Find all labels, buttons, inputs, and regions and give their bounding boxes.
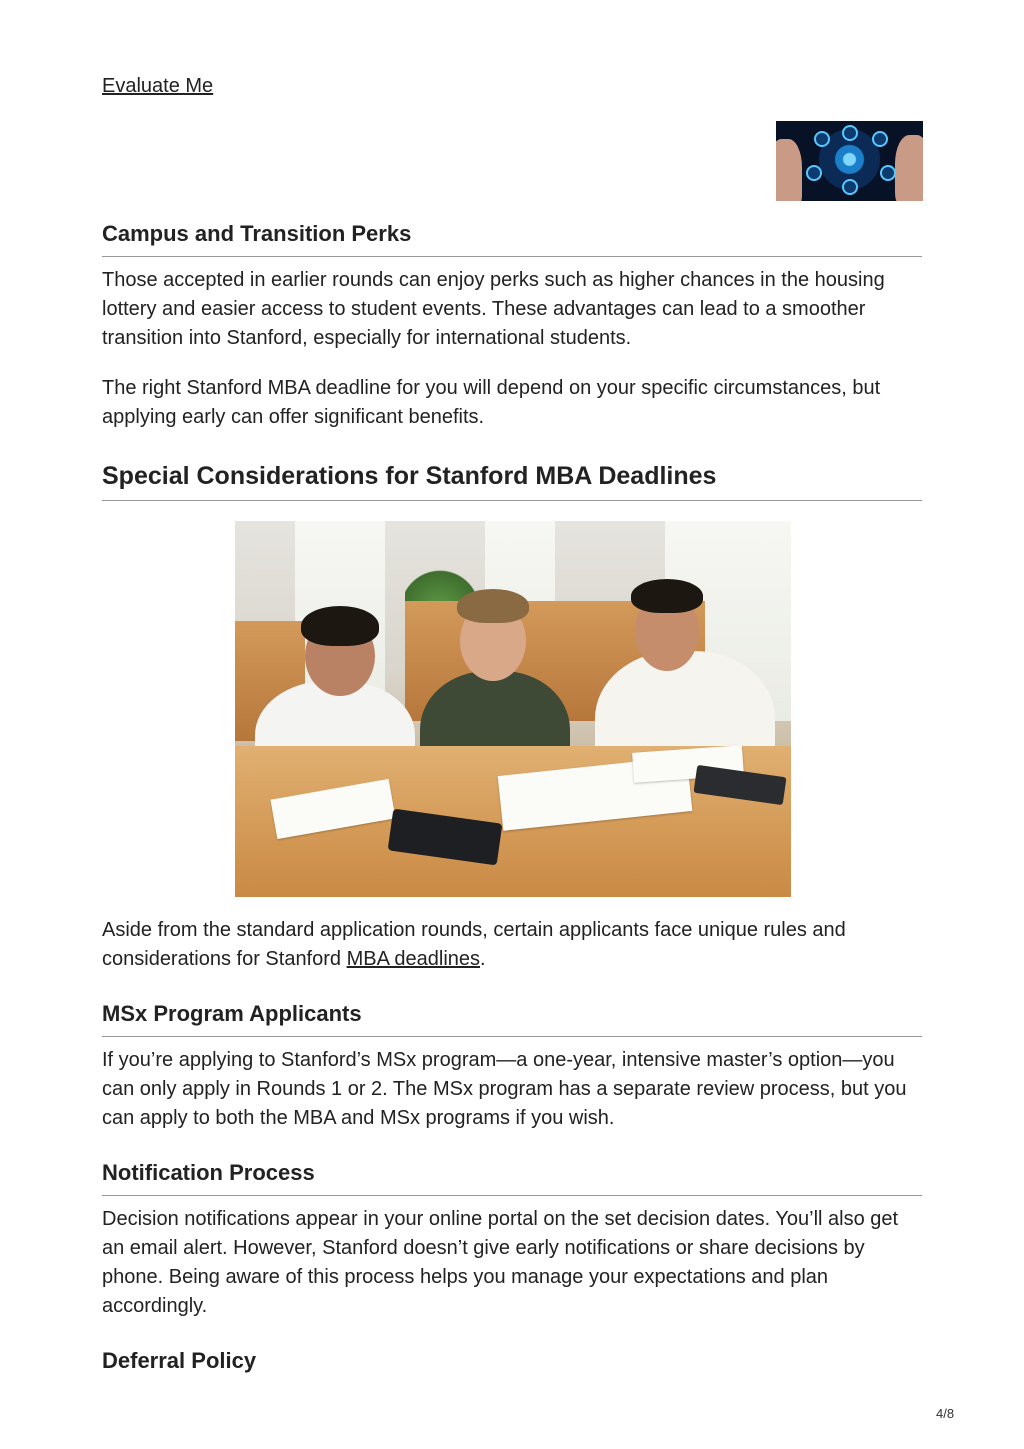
- special-considerations-paragraph: [102, 916, 922, 974]
- special-considerations-period: .: [480, 948, 486, 970]
- notification-process-paragraph: Decision notifications appear in your online portal on the set decision dates. You’ll also get an email alert. However, Stanford doesn’t give early notifications or share decisions by phone. Being aware of this process helps you manage your expectations and plan accordingly.: [102, 1208, 899, 1317]
- evaluate-me-link[interactable]: Evaluate Me: [102, 75, 214, 97]
- special-considerations-text: Aside from the standard application rounds, certain applicants face unique rules and considerations for Stanford: [102, 919, 846, 970]
- special-considerations-heading: Special Considerations for Stanford MBA Deadlines: [102, 461, 922, 501]
- msx-applicants-paragraph: If you’re applying to Stanford’s MSx program—a one-year, intensive master’s option—you can only apply in Rounds 1 or 2. The MSx program has a separate review process, but you can apply to both the MBA and MSx programs if you wish.: [102, 1049, 907, 1129]
- technology-gears-thumbnail: [776, 121, 923, 201]
- mba-deadlines-link[interactable]: MBA deadlines: [346, 948, 481, 970]
- campus-perks-heading: Campus and Transition Perks: [102, 221, 922, 257]
- deferral-policy-heading: Deferral Policy: [102, 1348, 257, 1373]
- notification-process-heading: Notification Process: [102, 1160, 922, 1196]
- campus-perks-paragraph-2: The right Stanford MBA deadline for you will depend on your specific circumstances, but applying early can offer significant benefits.: [102, 377, 881, 428]
- page-number: 4/8: [936, 1406, 955, 1421]
- students-studying-photo: [235, 521, 791, 897]
- msx-applicants-heading: MSx Program Applicants: [102, 1001, 922, 1037]
- campus-perks-paragraph-1: Those accepted in earlier rounds can enjoy perks such as higher chances in the housing lottery and easier access to student events. These advantages can lead to a smoother transition into Stanford, especially for international students.: [102, 269, 885, 349]
